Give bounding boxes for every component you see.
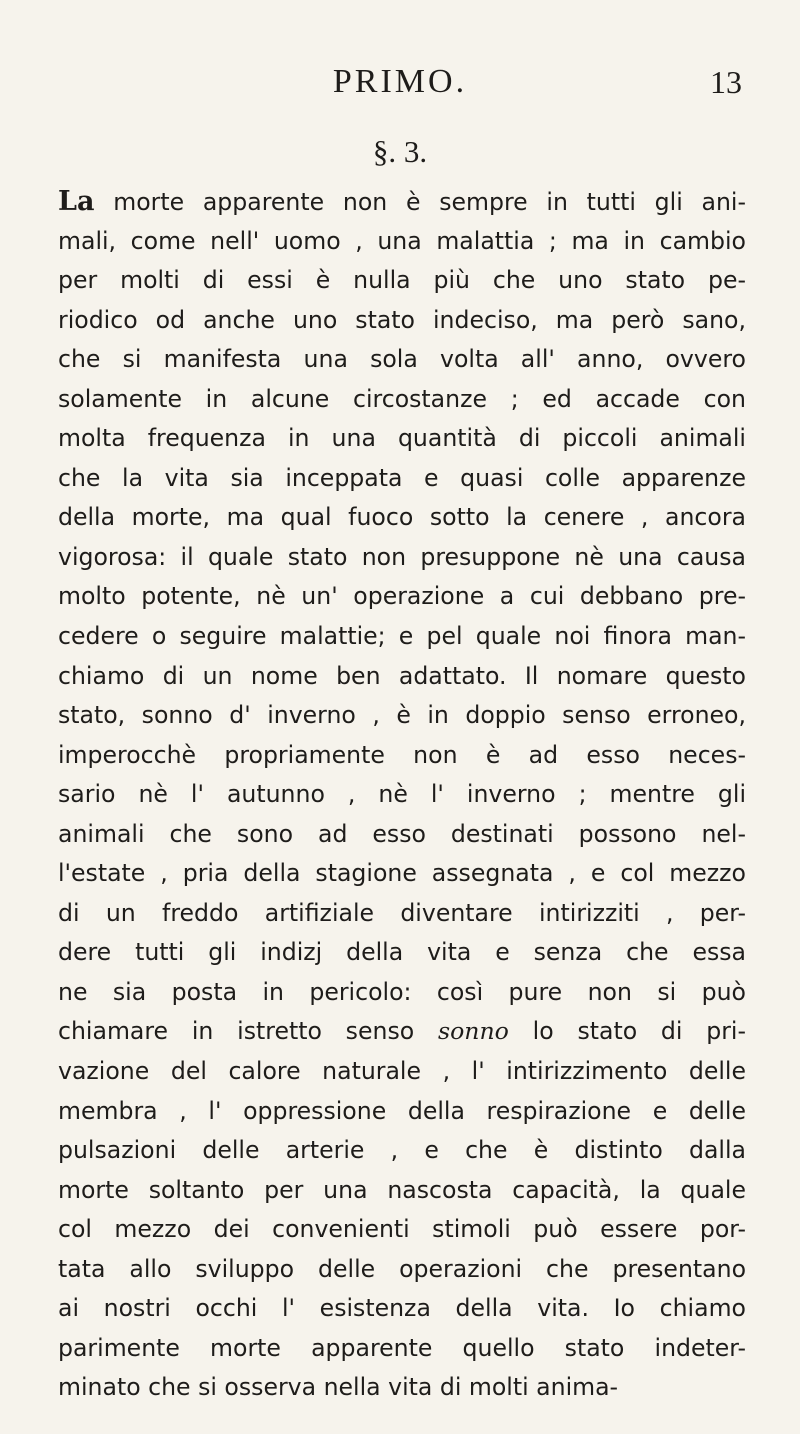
- text-line: dere tutti gli indizj della vita e senza che essa: [58, 938, 746, 967]
- text-line: parimente morte apparente quello stato indeter-: [58, 1333, 746, 1362]
- text-line: sario nè l' autunno , nè l' inverno ; mentre gli: [58, 780, 746, 809]
- page-number: 13: [710, 64, 742, 100]
- running-title: PRIMO.: [332, 63, 468, 100]
- text-line: di un freddo artifiziale diventare intirizziti , per-: [58, 898, 746, 927]
- text-line: vigorosa: il quale stato non presuppone nè una causa: [58, 542, 746, 571]
- text-line: tata allo sviluppo delle operazioni che presentano: [58, 1254, 746, 1283]
- text-line: col mezzo dei convenienti stimoli può essere por-: [58, 1215, 746, 1244]
- text-line: chiamo di un nome ben adattato. Il nomare questo: [58, 661, 746, 690]
- text-line: solamente in alcune circostanze ; ed accade con: [58, 384, 746, 413]
- text-line: morte soltanto per una nascosta capacità, la quale: [58, 1175, 746, 1204]
- text-line: cedere o seguire malattie; e pel quale noi finora man-: [58, 622, 746, 651]
- text-line: che la vita sia inceppata e quasi colle apparenze: [58, 463, 746, 492]
- text-line: stato, sonno d' inverno , è in doppio senso erroneo,: [58, 701, 746, 730]
- section-heading: §. 3.: [372, 134, 428, 169]
- text-line: chiamare in istretto senso sonno lo stato di pri-: [58, 1017, 746, 1046]
- text-line: per molti di essi è nulla più che uno stato pe-: [58, 266, 746, 295]
- text-line: imperocchè propriamente non è ad esso neces-: [58, 740, 746, 769]
- text-line: pulsazioni delle arterie , e che è distinto dalla: [58, 1136, 746, 1165]
- body-paragraph: [58, 182, 746, 1408]
- text-line: ai nostri occhi l' esistenza della vita. Io chiamo: [58, 1294, 746, 1323]
- text-line: l'estate , pria della stagione assegnata , e col mezzo: [58, 859, 746, 888]
- text-line: che si manifesta una sola volta all' anno, ovvero: [58, 345, 746, 374]
- text-line: La morte apparente non è sempre in tutti gli ani-: [58, 186, 746, 217]
- text-line: molto potente, nè un' operazione a cui debbano pre-: [58, 582, 746, 611]
- text-line: della morte, ma qual fuoco sotto la cenere , ancora: [58, 503, 746, 532]
- text-line: membra , l' oppressione della respirazione e delle: [58, 1096, 746, 1125]
- text-line: ne sia posta in pericolo: così pure non si può: [58, 977, 746, 1006]
- text-line: vazione del calore naturale , l' intirizzimento delle: [58, 1057, 746, 1086]
- running-head: [0, 62, 800, 102]
- text-line: mali, come nell' uomo , una malattia ; ma in cambio: [58, 226, 746, 255]
- text-line: molta frequenza in una quantità di piccoli animali: [58, 424, 746, 453]
- text-line: riodico od anche uno stato indeciso, ma però sano,: [58, 305, 746, 334]
- text-line: animali che sono ad esso destinati possono nel-: [58, 819, 746, 848]
- text-line: minato che si osserva nella vita di molti anima-: [58, 1373, 619, 1402]
